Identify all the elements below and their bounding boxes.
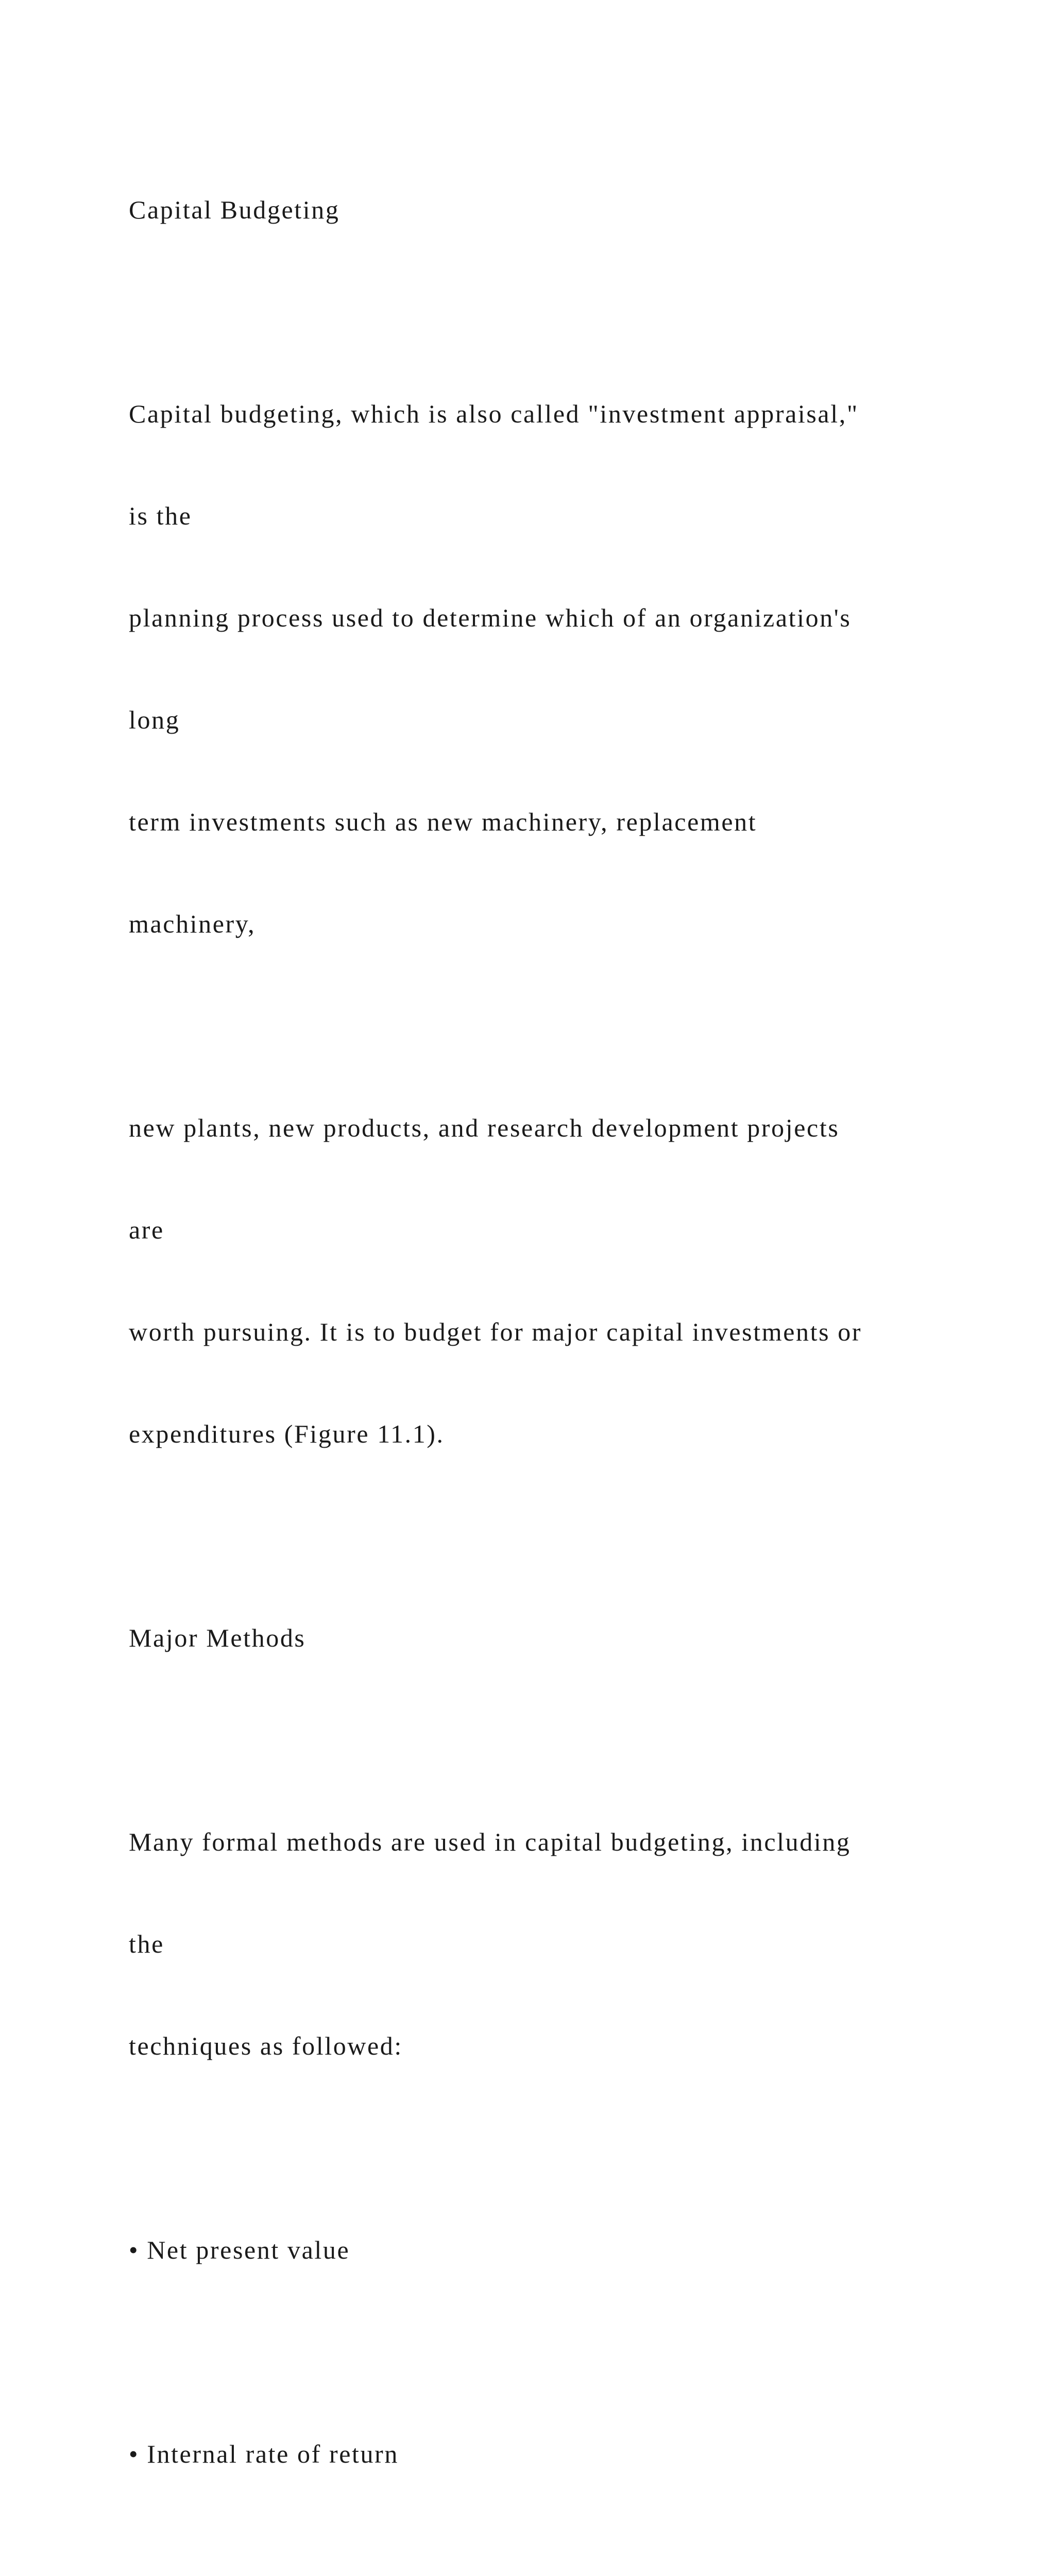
paragraph-line: machinery,: [129, 909, 256, 938]
paragraph-line: Many formal methods are used in capital budgeting, including: [129, 1827, 851, 1856]
paragraph-line: planning process used to determine which of an organization's: [129, 603, 852, 632]
bullet-item: • Internal rate of return: [129, 2439, 399, 2468]
paragraph-line: techniques as followed:: [129, 2031, 403, 2060]
paragraph-line: expenditures (Figure 11.1).: [129, 1419, 445, 1448]
paragraph-line: are: [129, 1215, 164, 1244]
paragraph-line: term investments such as new machinery, replacement: [129, 807, 757, 836]
section-heading: Major Methods: [129, 1623, 306, 1652]
blank-line: [129, 1519, 1005, 1553]
paragraph-line: long: [129, 705, 180, 734]
blank-line: [129, 2131, 1005, 2165]
blank-line: [129, 1723, 1005, 1757]
paragraph-line: worth pursuing. It is to budget for major capital investments or: [129, 1317, 862, 1346]
blank-line: [129, 295, 1005, 329]
blank-line: [129, 2335, 1005, 2369]
blank-line: [129, 1009, 1005, 1043]
paragraph-line: is the: [129, 501, 192, 530]
blank-line: [129, 2539, 1005, 2573]
paragraph-line: new plants, new products, and research development projects: [129, 1113, 840, 1142]
section-heading: Capital Budgeting: [129, 195, 340, 224]
paragraph-line: the: [129, 1929, 164, 1958]
document-body: [129, 125, 1005, 2576]
bullet-item: • Net present value: [129, 2235, 350, 2264]
paragraph-line: Capital budgeting, which is also called "investment appraisal,": [129, 399, 859, 428]
